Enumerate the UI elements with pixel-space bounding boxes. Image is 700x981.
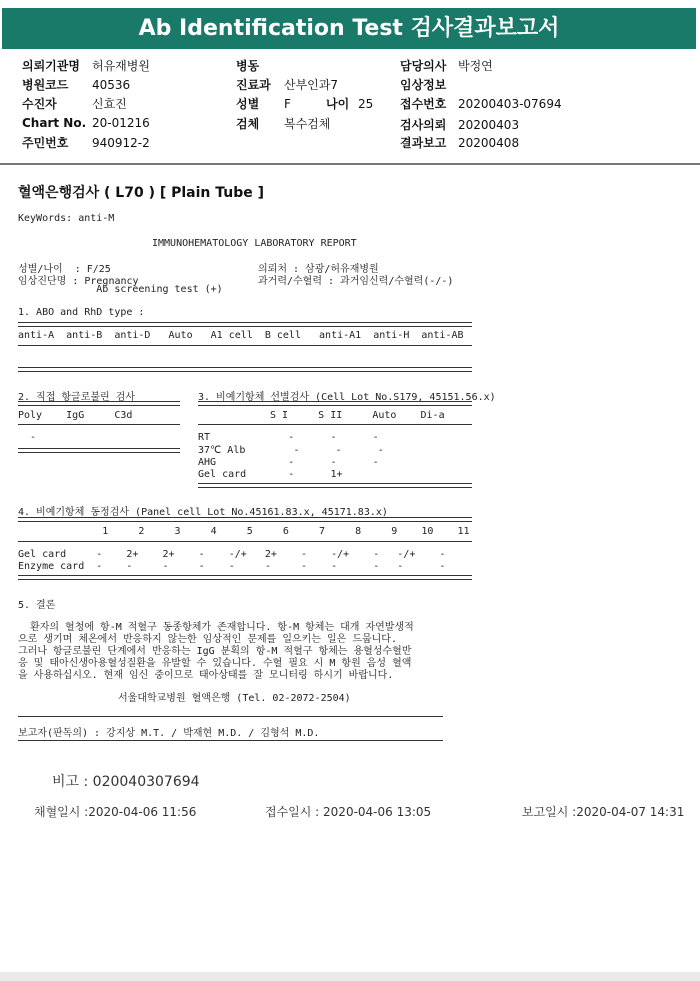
panel-row: Enzyme card - - - - - - - - - - - — [18, 561, 446, 572]
rule — [18, 740, 443, 741]
field-label: 진료과 — [236, 78, 271, 92]
header-row — [236, 57, 284, 74]
remark: 비고 : 020040307694 — [52, 774, 200, 790]
header-row — [400, 76, 458, 93]
field-value: 복수검체 — [284, 117, 331, 131]
title-bar — [0, 0, 700, 52]
panel-row: Gel card - 2+ 2+ - -/+ 2+ - -/+ - -/+ - — [18, 549, 446, 560]
header-row — [236, 115, 330, 132]
keywords: KeyWords: anti-M — [18, 213, 115, 224]
header-row — [22, 76, 130, 93]
conclusion-line: 으로 생기며 체온에서 반응하지 않는한 임상적인 문제를 일으키는 일은 드뭅니다. — [18, 634, 397, 645]
conclusion-title: 5. 결론 — [18, 600, 56, 611]
rule — [18, 575, 472, 580]
rule — [18, 401, 180, 406]
rule — [18, 424, 180, 425]
header-row — [22, 134, 150, 151]
header-row — [236, 95, 373, 112]
dat-header: Poly IgG C3d — [18, 410, 133, 421]
field-value: 허유재병원 — [92, 59, 150, 73]
screen-row: Gel card - 1+ — [198, 469, 343, 480]
page-bottom-strip — [0, 972, 700, 981]
field-value: 20200408 — [458, 136, 520, 150]
age-value: 25 — [358, 97, 374, 111]
field-label: 접수번호 — [400, 97, 447, 111]
rule — [18, 345, 472, 346]
field-label: 수진자 — [22, 97, 57, 111]
field-value: 40536 — [92, 78, 131, 92]
field-label: 성별 — [236, 97, 260, 111]
rule — [198, 401, 472, 406]
field-value: 20200403 — [458, 118, 520, 132]
info-sex-age: 성별/나이 : F/25 — [18, 264, 111, 275]
field-label: 병동 — [236, 59, 260, 73]
lab-report-title: IMMUNOHEMATOLOGY LABORATORY REPORT — [152, 238, 357, 249]
header-row — [236, 76, 338, 93]
dat-title: 2. 직접 항글로불린 검사 — [18, 392, 136, 403]
field-value: 신효진 — [92, 97, 127, 111]
field-label: 검체 — [236, 117, 260, 131]
header-row — [400, 134, 519, 151]
dat-value: - — [24, 432, 37, 443]
rule — [18, 367, 472, 372]
age-label: 나이 — [326, 97, 350, 111]
reporter: 보고자(판독의) : 강지상 M.T. / 박재현 M.D. / 김형석 M.D. — [18, 728, 320, 739]
field-value: 박정연 — [458, 59, 493, 73]
field-value: F — [284, 97, 291, 111]
header-row — [400, 116, 519, 133]
conclusion-line: 응 및 태아신생아용혈성질환을 유발할 수 있습니다. 수혈 필요 시 M 항원 음성 혈액 — [18, 658, 412, 669]
header-row — [400, 95, 562, 112]
field-label: 의뢰기관명 — [22, 59, 80, 73]
conclusion-line: 을 사용하십시오. 현재 임신 중이므로 태아상태를 잘 모니터링 하시기 바랍니다. — [18, 670, 394, 681]
info-diagnosis: 임상진단명 : Pregnancy — [18, 276, 139, 287]
screen-row: RT - - - — [198, 432, 379, 443]
received-time: 접수일시 : 2020-04-06 13:05 — [265, 805, 432, 819]
screen-title: 3. 비예기항체 선별검사 (Cell Lot No.S179, 45151.56.x) — [198, 392, 496, 403]
info-diagnosis-2: Ab screening test (+) — [18, 284, 223, 295]
screen-row: 37℃ Alb - - - — [198, 445, 384, 456]
reported-time: 보고일시 :2020-04-07 14:31 — [522, 805, 685, 819]
rule — [18, 448, 180, 453]
rule — [198, 424, 472, 425]
field-label: 병원코드 — [22, 78, 69, 92]
field-label: 검사의뢰 — [400, 118, 447, 132]
abo-header: anti-A anti-B anti-D Auto A1 cell B cell anti-A1 anti-H anti-AB — [18, 330, 464, 341]
info-requester: 의뢰처 : 삼광/허유재병원 — [258, 264, 379, 275]
conclusion-line: 그러나 항글로불린 단계에서 반응하는 IgG 분획의 항-M 적혈구 항체는 용혈성수혈반 — [18, 646, 412, 657]
field-value: 20200403-07694 — [458, 97, 562, 111]
field-label: 임상정보 — [400, 78, 447, 92]
header-divider — [0, 163, 700, 165]
report-title: Ab Identification Test 검사결과보고서 — [2, 8, 696, 49]
section-title: 혈액은행검사 ( L70 ) [ Plain Tube ] — [18, 185, 265, 201]
conclusion-line: 환자의 혈청에 항-M 적혈구 동종항체가 존재합니다. 항-M 항체는 대개 자연발생적 — [18, 622, 414, 633]
field-label: 결과보고 — [400, 136, 447, 150]
info-history: 과거력/수혈력 : 과거임신력/수혈력(-/-) — [258, 276, 454, 287]
collected-time: 채혈일시 :2020-04-06 11:56 — [34, 805, 197, 819]
screen-row: AHG - - - — [198, 457, 379, 468]
field-label: 담당의사 — [400, 59, 447, 73]
field-value: 20-01216 — [92, 116, 150, 130]
rule — [18, 541, 472, 542]
rule — [18, 517, 472, 522]
abo-title: 1. ABO and RhD type : — [18, 307, 145, 318]
panel-title: 4. 비예기항체 동정검사 (Panel cell Lot No.45161.83.x, 45171.83.x) — [18, 507, 388, 518]
rule — [198, 483, 472, 488]
header-row — [22, 95, 127, 112]
hospital-contact: 서울대학교병원 혈액은행 (Tel. 02-2072-2504) — [118, 693, 351, 704]
field-value: 산부인과7 — [284, 78, 339, 92]
header-row — [22, 116, 150, 130]
rule — [18, 716, 443, 717]
header-row — [400, 57, 493, 74]
rule — [18, 322, 472, 327]
field-label: Chart No. — [22, 116, 87, 130]
field-value: 940912-2 — [92, 136, 150, 150]
screen-header: S I S II Auto Di-a — [270, 410, 445, 421]
field-label: 주민번호 — [22, 136, 69, 150]
panel-header: 1 2 3 4 5 6 7 8 9 10 11 — [18, 526, 470, 537]
header-row — [22, 57, 150, 74]
